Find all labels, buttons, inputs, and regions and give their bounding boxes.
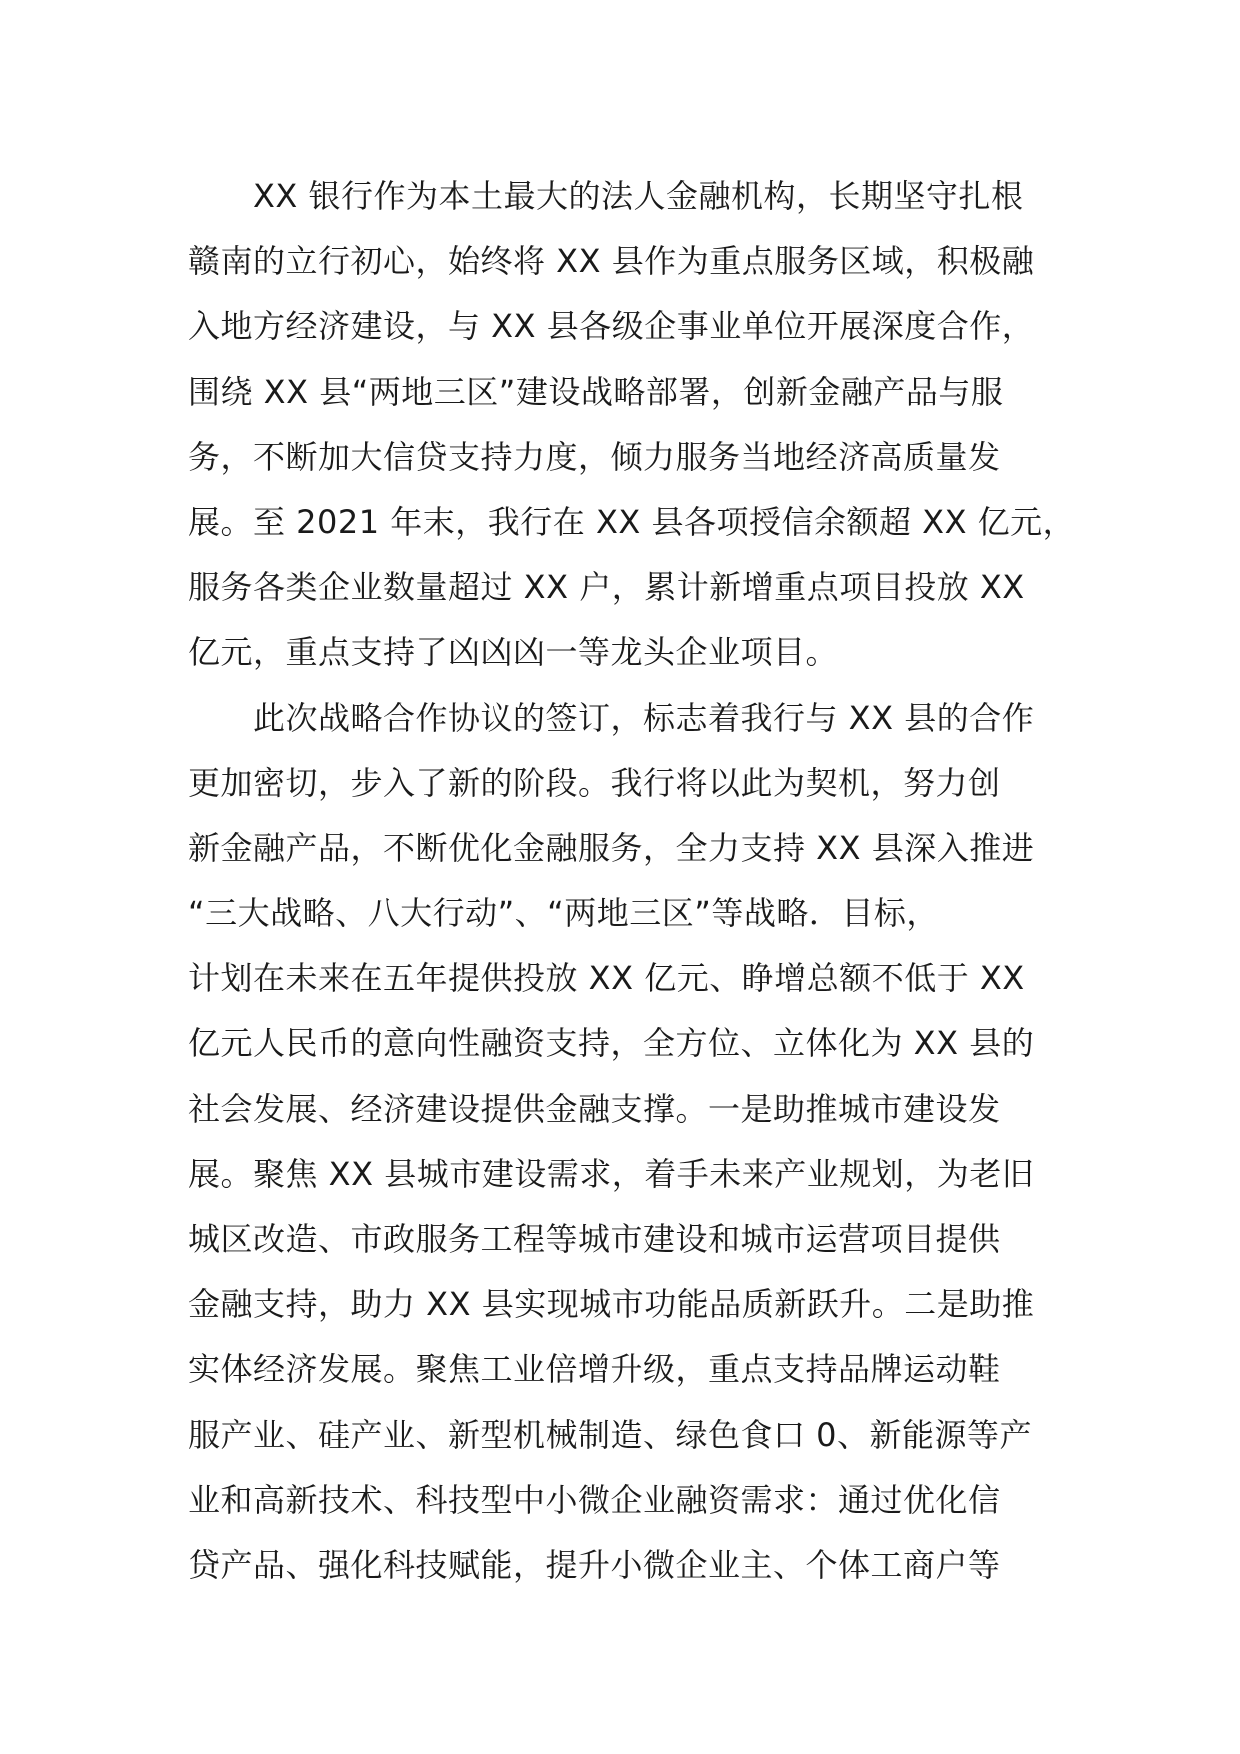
paragraph-1 <box>188 164 1088 686</box>
text-line: 围绕 XX 县“两地三区”建设战略部署，创新金融产品与服 <box>188 372 1004 411</box>
text-line: 此次战略合作协议的签订，标志着我行与 XX 县的合作 <box>253 698 1035 737</box>
text-line: 亿元，重点支持了凶凶凶一等龙头企业项目。 <box>188 633 839 672</box>
text-line: 务，不断加大信贷支持力度，倾力服务当地经济高质量发 <box>188 437 1001 476</box>
text-line: 展。至 2021 年末，我行在 XX 县各项授信余额超 XX 亿元， <box>188 502 1076 541</box>
document-body <box>188 164 1088 1598</box>
text-line: “三大战略、八大行动”、“两地三区”等战略．目标， <box>188 894 939 933</box>
text-line: 展。聚焦 XX 县城市建设需求，着手未来产业规划，为老旧 <box>188 1154 1035 1193</box>
text-line: 亿元人民币的意向性融资支持，全方位、立体化为 XX 县的 <box>188 1024 1035 1063</box>
text-line: 入地方经济建设，与 XX 县各级企事业单位开展深度合作， <box>188 307 1035 346</box>
text-line: 新金融产品，不断优化金融服务，全力支持 XX 县深入推进 <box>188 828 1035 867</box>
text-line: 业和高新技术、科技型中小微企业融资需求：通过优化信 <box>188 1480 1001 1519</box>
paragraph-2 <box>188 686 1088 1599</box>
text-line: XX 银行作为本土最大的法人金融机构，长期坚守扎根 <box>253 177 1024 215</box>
text-line: 赣南的立行初心，始终将 XX 县作为重点服务区域，积极融 <box>188 242 1035 281</box>
text-line: 服产业、硅产业、新型机械制造、绿色食口 0、新能源等产 <box>188 1415 1033 1454</box>
text-line: 社会发展、经济建设提供金融支撑。一是助推城市建设发 <box>188 1089 1001 1128</box>
text-line: 金融支持，助力 XX 县实现城市功能品质新跃升。二是助推 <box>188 1285 1035 1324</box>
text-line: 计划在未来在五年提供投放 XX 亿元、睁增总额不低于 XX <box>188 959 1025 998</box>
text-line: 贷产品、强化科技赋能，提升小微企业主、个体工商户等 <box>188 1545 1001 1584</box>
text-line: 更加密切，步入了新的阶段。我行将以此为契机，努力创 <box>188 763 1001 802</box>
text-line: 实体经济发展。聚焦工业倍增升级，重点支持品牌运动鞋 <box>188 1350 1001 1389</box>
text-line: 服务各类企业数量超过 XX 户，累计新增重点项目投放 XX <box>188 568 1025 607</box>
text-line: 城区改造、市政服务工程等城市建设和城市运营项目提供 <box>188 1220 1001 1258</box>
